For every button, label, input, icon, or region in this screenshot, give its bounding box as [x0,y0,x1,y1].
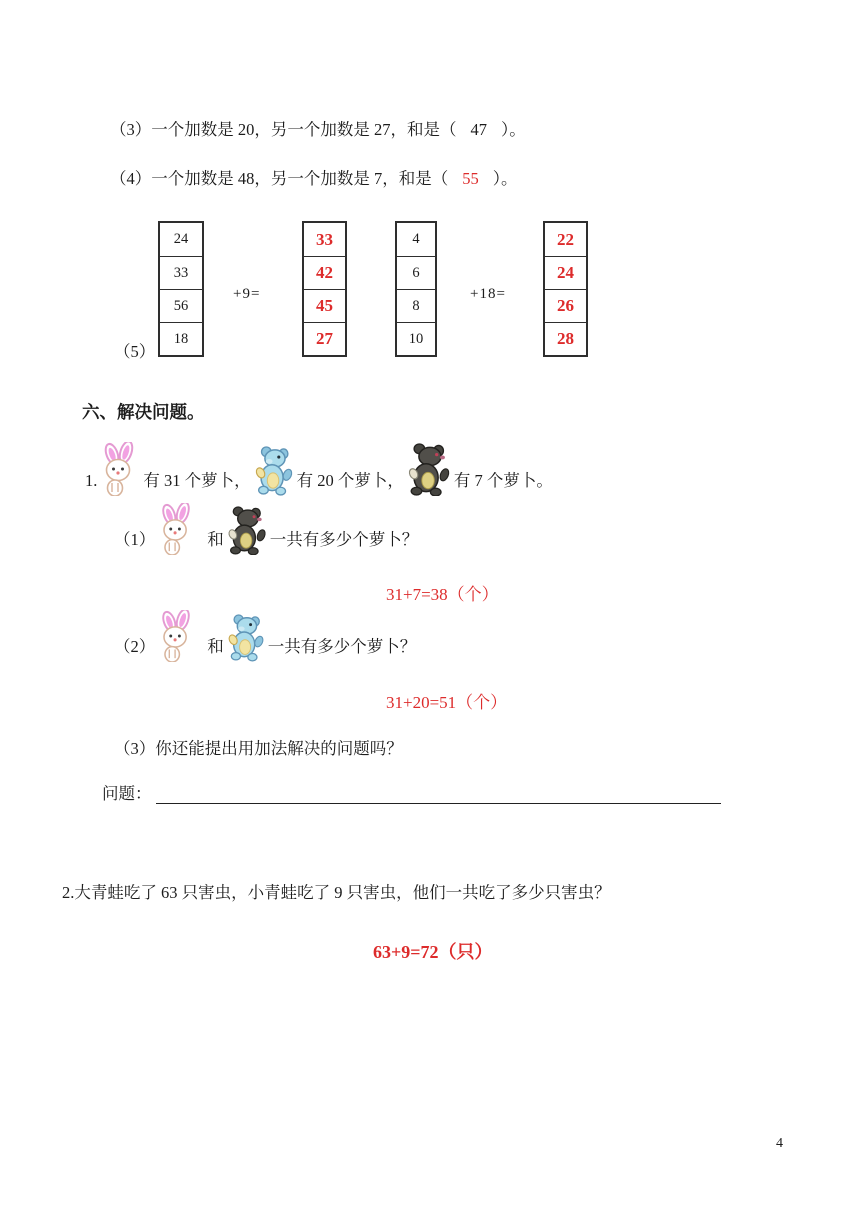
question-2-answer: 63+9=72（只） [373,942,493,962]
question-4-text: （4）一个加数是 48，另一个加数是 7，和是（ [110,169,449,188]
question-5-label: （5） [114,342,156,361]
table-cell: 42 [304,256,345,289]
sub-question-2-tail: 一共有多少个萝卜？ [267,637,417,656]
sub-question-1 [114,503,418,555]
table-cell: 10 [397,322,435,355]
sub-question-1-mid: 和 [207,530,224,549]
answer-table-2 [543,221,588,357]
input-table-2 [395,221,437,357]
sub-question-1-tail: 一共有多少个萝卜？ [269,530,419,549]
table-cell: 22 [557,229,574,249]
question-3-close: ）。 [501,120,526,139]
question-3-answer: 47 [470,120,487,139]
question-2-text: 2.大青蛙吃了 63 只害虫，小青蛙吃了 9 只害虫，他们一共吃了多少只害虫？ [62,883,611,902]
answer-table-1 [302,221,347,357]
operation-plus18-label: +18= [470,286,506,302]
page-number: 4 [776,1136,783,1151]
sub-question-2-answer: 31+20=51（个） [386,693,508,712]
question-1-intro [85,442,553,496]
table-cell: 45 [304,289,345,322]
rabbit-icon [97,442,143,496]
question-1-segment-3: 有 7 个萝卜。 [453,471,553,490]
blue-dragon-icon [251,444,297,496]
blue-dragon-icon [224,612,268,662]
sub-question-1-label: （1） [114,530,156,549]
blank-answer-line [156,783,721,804]
table-cell: 8 [397,289,435,322]
operation-plus9-label: +9= [233,286,261,302]
sub-question-2 [114,610,416,662]
table-cell: 33 [160,256,202,289]
blank-answer-label: 问题： [102,784,152,803]
table-cell: 6 [397,256,435,289]
section-6-title: 六、解决问题。 [82,402,205,422]
question-1-segment-1: 有 31 个萝卜， [143,471,251,490]
blank-answer-row [102,780,721,804]
question-3-text: （3）一个加数是 20，另一个加数是 27，和是（ [110,120,457,139]
rabbit-icon [155,503,199,555]
table-cell: 4 [412,231,420,247]
dark-dragon-icon [404,442,454,496]
table-cell: 28 [545,322,586,355]
dark-dragon-icon [224,505,270,555]
input-table-1 [158,221,204,357]
sub-question-2-label: （2） [114,637,156,656]
question-4-close: ）。 [492,169,518,188]
sub-question-2-mid: 和 [207,637,224,656]
table-cell: 24 [545,256,586,289]
question-4-answer: 55 [462,169,479,188]
question-1-number: 1. [85,471,98,490]
question-1-segment-2: 有 20 个萝卜， [296,471,404,490]
sub-question-1-answer: 31+7=38（个） [386,585,499,604]
sub-question-3: （3）你还能提出用加法解决的问题吗？ [114,739,403,758]
question-4-line [110,165,518,189]
question-3-line [110,116,526,140]
table-cell: 24 [173,231,189,247]
table-cell: 56 [160,289,202,322]
table-cell: 18 [160,322,202,355]
table-cell: 27 [304,322,345,355]
table-cell: 33 [316,229,333,249]
rabbit-icon [155,610,199,662]
table-cell: 26 [545,289,586,322]
